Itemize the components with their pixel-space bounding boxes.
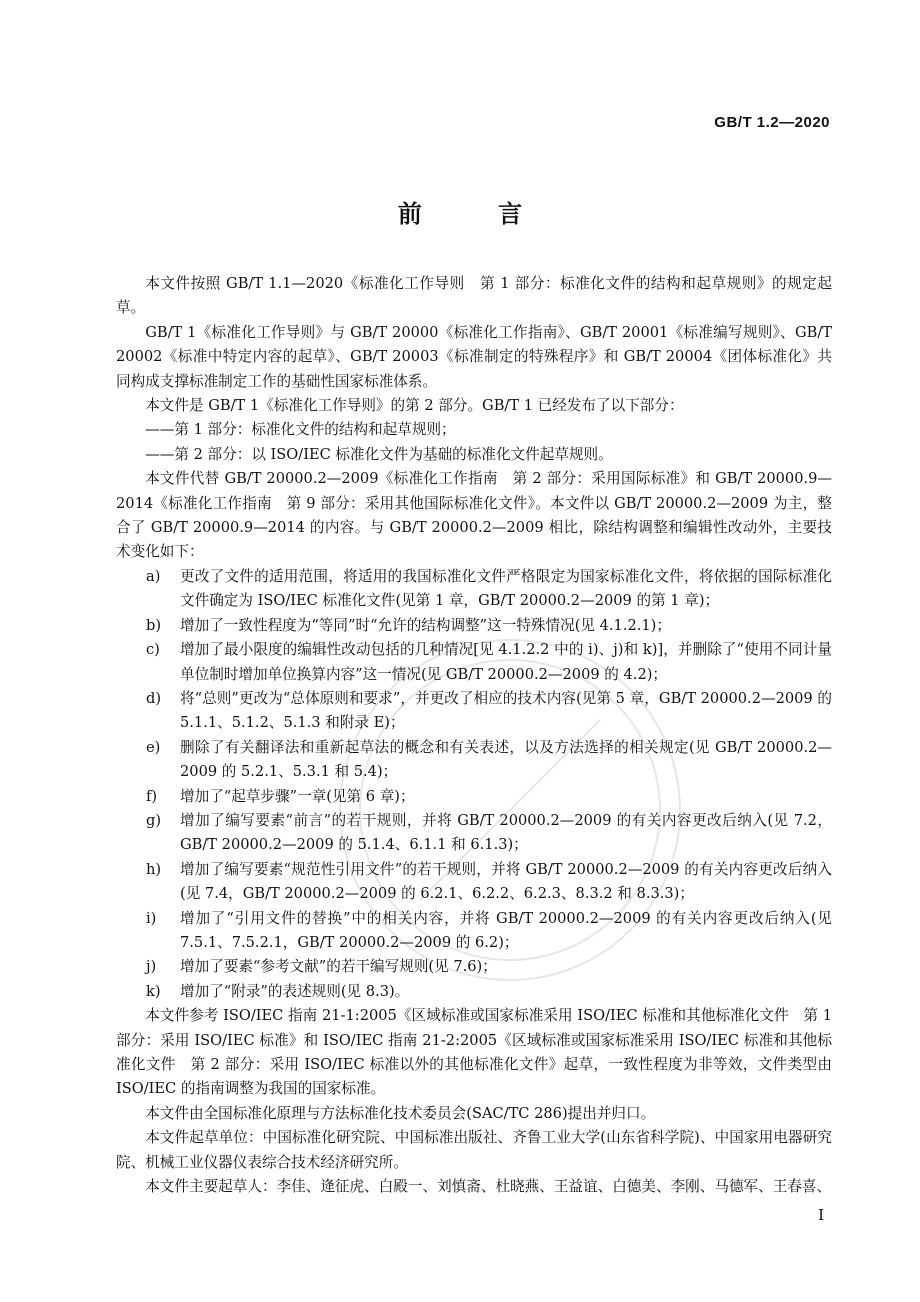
list-item-text: 删除了有关翻译法和重新起草法的概念和有关表述，以及方法选择的相关规定(见 GB/T 20000.2—2009 的 5.2.1、5.3.1 和 5.4)； [180,738,832,781]
list-item-text: 增加了“引用文件的替换”中的相关内容，并将 GB/T 20000.2—2009 的有关内容更改后纳入(见 7.5.1、7.5.2.1，GB/T 20000.2—2009 的 6.2)； [180,909,832,951]
list-marker: c) [146,641,160,659]
list-item [116,980,832,1004]
list-item-text: 将“总则”更改为“总体原则和要求”，并更改了相应的技术内容(见第 5 章，GB/T 20000.2—2009 的 5.1.1、5.1.2、5.1.3 和附录 E)； [180,689,832,732]
list-item-text: 增加了编写要素“前言”的若干规则，并将 GB/T 20000.2—2009 的有关内容更改后纳入(见 7.2，GB/T 20000.2—2009 的 5.1.4、6.1.1 和 6.1.3)； [180,811,832,854]
page-title: 前 言 [397,200,557,228]
list-item [116,736,832,785]
list-item [116,955,832,979]
list-item [116,565,832,614]
paragraph-drafting-basis: 本文件按照 GB/T 1.1—2020《标准化工作导则 第 1 部分：标准化文件的结构和起草规则》的规定起草。 [116,275,832,317]
list-item [116,785,832,809]
page-number: I [818,1206,824,1224]
list-marker: d) [146,689,162,707]
list-item-text: 增加了最小限度的编辑性改动包括的几种情况[见 4.1.2.2 中的 i)、j)和 k)]，并删除了“使用不同计量单位制时增加单位换算内容”这一情况(见 GB/T 20000.2—2009 的 4.2)； [180,641,832,683]
list-item-text: 增加了“起草步骤”一章(见第 6 章)； [180,787,415,805]
paragraph-standard-system: GB/T 1《标准化工作导则》与 GB/T 20000《标准化工作指南》、GB/T 20001《标准编写规则》、GB/T 20002《标准中特定内容的起草》、GB/T 20003《标准制定的特殊程序》和 GB/T 20004《团体标准化》共同构成支撑标准制定工作的基础性国家标准体系。 [116,323,832,390]
list-marker: i) [146,909,157,927]
paragraph-drafting-units: 本文件起草单位：中国标准化研究院、中国标准出版社、齐鲁工业大学(山东省科学院)、中国家用电器研究院、机械工业仪器仪表综合技术经济研究所。 [116,1129,832,1171]
list-marker: g) [146,811,162,829]
list-marker: e) [146,738,161,756]
paragraph-committee: 本文件由全国标准化原理与方法标准化技术委员会(SAC/TC 286)提出并归口。 [145,1104,656,1122]
document-code: GB/T 1.2—2020 [714,114,830,131]
paragraph-reference-guide: 本文件参考 ISO/IEC 指南 21-1:2005《区域标准或国家标准采用 ISO/IEC 标准和其他标准化文件 第 1 部分：采用 ISO/IEC 标准》和 ISO/IEC 指南 21-2:2005《区域标准或国家标准采用 ISO/IEC 标准和其他标准化文件 第 2 部分：采用 ISO/IEC 标准以外的其他标准化文件》起草，一致性程度为非等效，文件类型由 ISO/IEC 的指南调整为我国的国家标准。 [116,1007,832,1098]
list-item [116,858,832,907]
list-item [116,614,832,638]
paragraph-replacement: 本文件代替 GB/T 20000.2—2009《标准化工作指南 第 2 部分：采用国际标准》和 GB/T 20000.9—2014《标准化工作指南 第 9 部分：采用其他国际标准化文件》。本文件以 GB/T 20000.2—2009 为主，整合了 GB/T 20000.9—2014 的内容。与 GB/T 20000.2—2009 相比，除结构调整和编辑性改动外，主要技术变化如下： [116,470,832,561]
list-item [116,907,832,956]
paragraph-part-info: 本文件是 GB/T 1《标准化工作导则》的第 2 部分。GB/T 1 已经发布了以下部分： [145,397,684,415]
list-marker: j) [146,958,157,976]
list-item-text: 增加了一致性程度为“等同”时“允许的结构调整”这一特殊情况(见 4.1.2.1)； [180,616,671,634]
list-marker: k) [146,982,161,1000]
list-item-text: 更改了文件的适用范围，将适用的我国标准化文件严格限定为国家标准化文件，将依据的国际标准化文件确定为 ISO/IEC 标准化文件(见第 1 章，GB/T 20000.2—2009 的第 1 章)； [180,567,832,610]
part-list-item: ——第 1 部分：标准化文件的结构和起草规则； [145,421,456,439]
list-marker: b) [146,616,162,634]
list-item [116,638,832,687]
document-body [116,272,832,1199]
part-list-item: ——第 2 部分：以 ISO/IEC 标准化文件为基础的标准化文件起草规则。 [145,445,613,463]
list-marker: f) [146,787,158,805]
list-item [116,687,832,736]
technical-changes-list [116,565,832,1004]
list-item-text: 增加了要素“参考文献”的若干编写规则(见 7.6)； [180,958,497,976]
list-marker: a) [146,567,161,585]
list-item-text: 增加了“附录”的表述规则(见 8.3)。 [180,982,410,1000]
list-item-text: 增加了编写要素“规范性引用文件”的若干规则，并将 GB/T 20000.2—2009 的有关内容更改后纳入(见 7.4，GB/T 20000.2—2009 的 6.2.1、6.2.2、6.2.3、8.3.2 和 8.3.3)； [180,860,832,903]
list-item [116,809,832,858]
list-marker: h) [146,860,162,878]
paragraph-drafters: 本文件主要起草人：李佳、逄征虎、白殿一、刘慎斋、杜晓燕、王益谊、白德美、李刚、马德军、王春喜、 [145,1178,832,1196]
